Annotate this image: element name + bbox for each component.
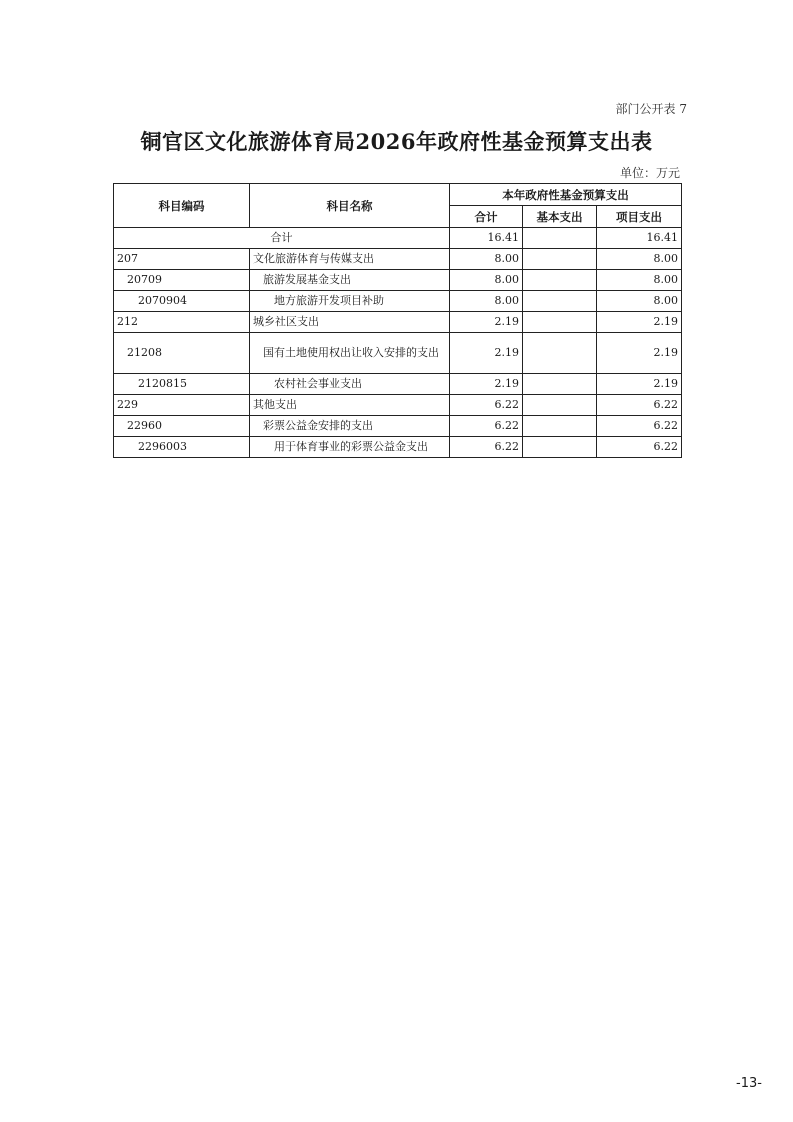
unit-label: 单位：万元 [619,166,680,180]
row-project: 8.00 [597,291,682,312]
table-number: 部门公开表 7 [615,102,687,116]
row-total: 2.19 [450,374,523,395]
row-basic [523,395,597,416]
row-basic [523,312,597,333]
row-name: 文化旅游体育与传媒支出 [250,249,450,270]
table-row [114,374,682,395]
row-basic [523,291,597,312]
row-name: 国有土地使用权出让收入安排的支出 [250,333,450,374]
header-project: 项目支出 [597,206,682,228]
total-total: 16.41 [450,228,523,249]
total-project: 16.41 [597,228,682,249]
table-row [114,395,682,416]
row-project: 8.00 [597,270,682,291]
row-name: 用于体育事业的彩票公益金支出 [250,437,450,458]
row-basic [523,374,597,395]
table-row [114,416,682,437]
table-row [114,270,682,291]
header-total: 合计 [450,206,523,228]
total-basic [523,228,597,249]
row-project: 6.22 [597,416,682,437]
table-row [114,312,682,333]
page-title: 铜官区文化旅游体育局2026年政府性基金预算支出表 [140,129,653,154]
row-total: 8.00 [450,270,523,291]
row-code: 2120815 [114,374,250,395]
budget-table [113,183,682,458]
row-code: 212 [114,312,250,333]
row-project: 2.19 [597,333,682,374]
row-code: 22960 [114,416,250,437]
table-row [114,333,682,374]
row-total: 2.19 [450,333,523,374]
row-total: 8.00 [450,249,523,270]
table-row [114,249,682,270]
row-project: 2.19 [597,312,682,333]
row-name: 地方旅游开发项目补助 [250,291,450,312]
row-project: 6.22 [597,437,682,458]
row-name: 农村社会事业支出 [250,374,450,395]
total-row [114,228,682,249]
row-total: 6.22 [450,416,523,437]
row-total: 6.22 [450,437,523,458]
row-code: 21208 [114,333,250,374]
row-basic [523,249,597,270]
row-code: 2070904 [114,291,250,312]
row-project: 8.00 [597,249,682,270]
header-name: 科目名称 [250,184,450,228]
page-number: -13- [736,1076,762,1091]
row-code: 207 [114,249,250,270]
row-total: 2.19 [450,312,523,333]
header-basic: 基本支出 [523,206,597,228]
header-group: 本年政府性基金预算支出 [450,184,682,206]
row-code: 20709 [114,270,250,291]
row-code: 229 [114,395,250,416]
row-name: 城乡社区支出 [250,312,450,333]
row-total: 8.00 [450,291,523,312]
table-row [114,437,682,458]
row-project: 6.22 [597,395,682,416]
row-name: 旅游发展基金支出 [250,270,450,291]
row-basic [523,333,597,374]
header-code: 科目编码 [114,184,250,228]
row-basic [523,437,597,458]
row-code: 2296003 [114,437,250,458]
row-project: 2.19 [597,374,682,395]
row-name: 其他支出 [250,395,450,416]
table-row [114,291,682,312]
row-name: 彩票公益金安排的支出 [250,416,450,437]
row-total: 6.22 [450,395,523,416]
row-basic [523,270,597,291]
row-basic [523,416,597,437]
total-label: 合计 [114,228,450,249]
